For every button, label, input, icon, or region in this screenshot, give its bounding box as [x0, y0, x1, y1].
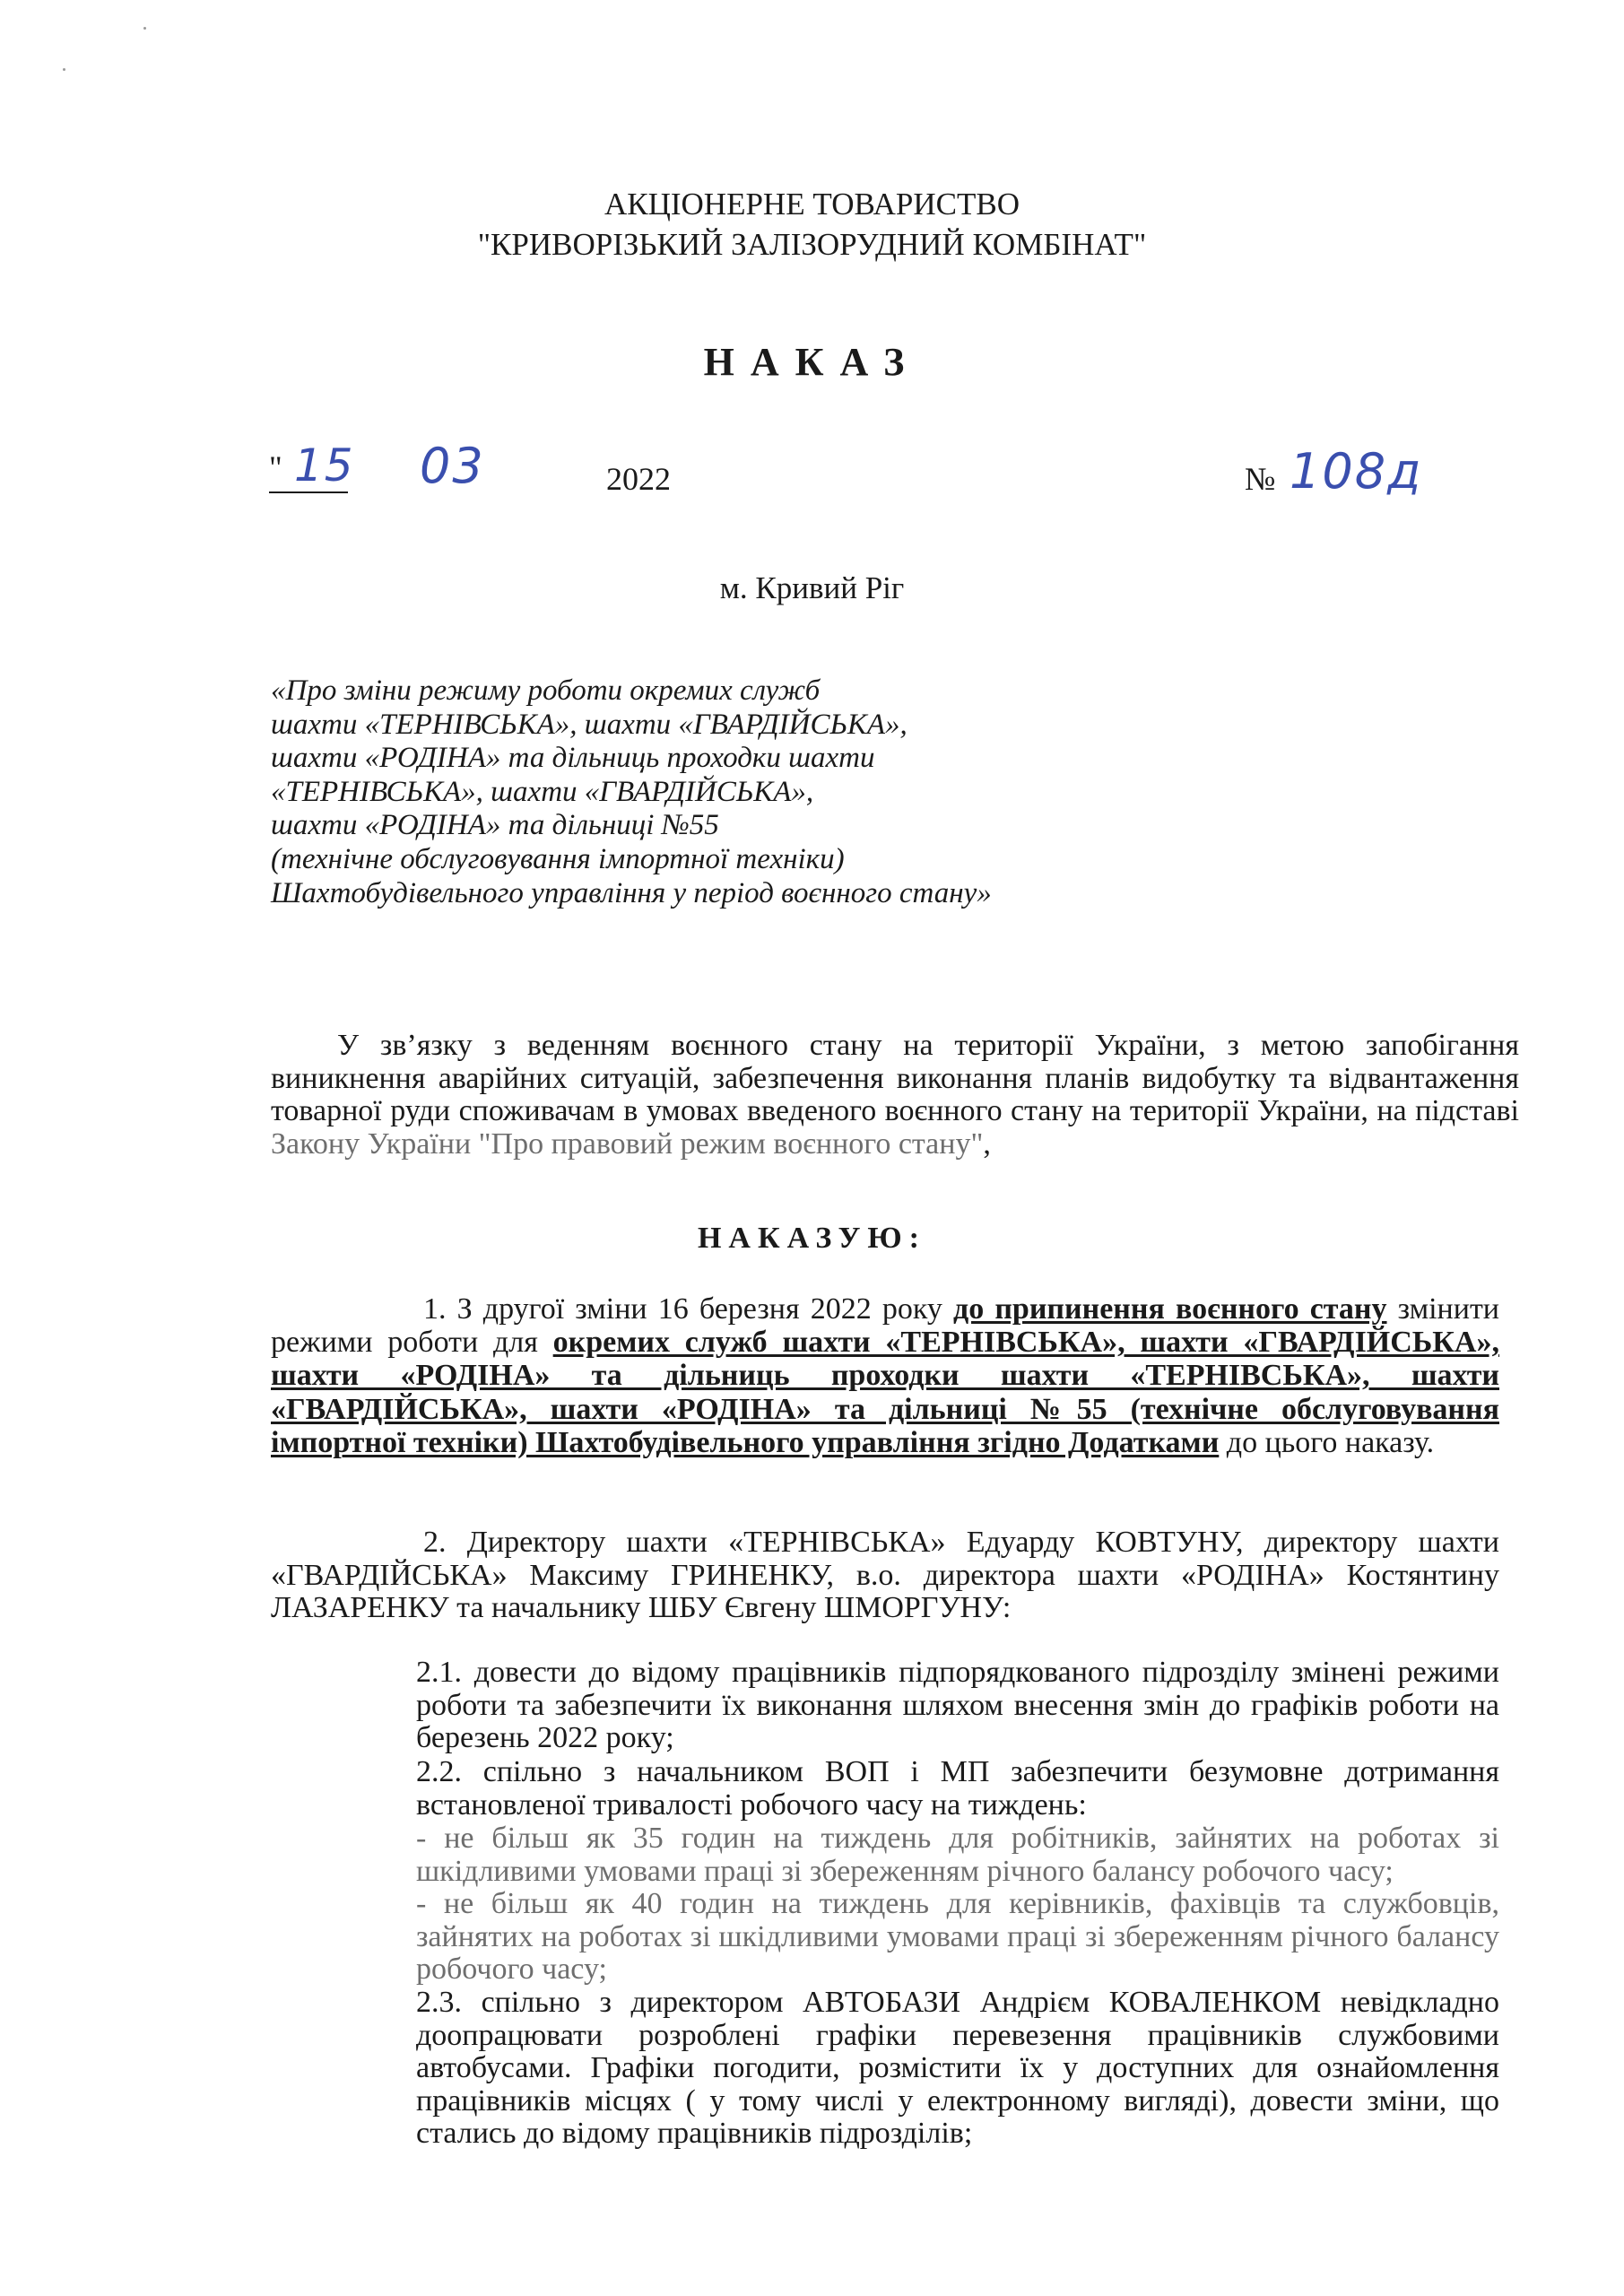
item-1-tail: до цього наказу.	[1219, 1425, 1435, 1459]
org-name-line1: АКЦІОНЕРНЕ ТОВАРИСТВО	[604, 187, 1020, 222]
item-2-1: 2.1. довести до відому працівників підпорядкованого підрозділу змінені режими роботи та забезпечити їх виконання шляхом внесення змін до графіків роботи на березень 2022 року;	[416, 1656, 1499, 1755]
scan-speck	[63, 68, 65, 71]
date-year: 2022	[606, 461, 671, 497]
subject-line: шахти «ТЕРНІВСЬКА», шахти «ГВАРДІЙСЬКА»,	[271, 708, 908, 741]
item-1-lead: 1. З другої зміни 16 березня 2022 року	[423, 1292, 954, 1326]
scan-speck	[143, 27, 146, 30]
item-2: 2. Директору шахти «ТЕРНІВСЬКА» Едуарду КОВТУНУ, директору шахти «ГВАРДІЙСЬКА» Максиму ГРИНЕНКУ, в.о. директора шахти «РОДІНА» Костянтину ЛАЗАРЕНКУ та начальнику ШБУ Євгену ШМОРГУНУ:	[271, 1526, 1499, 1625]
date-day-underline	[269, 491, 348, 493]
item-1-duration: до припинення воєнного стану	[953, 1292, 1387, 1326]
preamble-tail: ,	[983, 1126, 991, 1161]
date-day-handwritten: 15	[294, 439, 355, 491]
subject-line: (технічне обслуговування імпортної техніки)	[271, 842, 845, 875]
item-2-2: 2.2. спільно з начальником ВОП і МП забезпечити безумовне дотримання встановленої тривалості робочого часу на тиждень:	[416, 1755, 1499, 1822]
subject-line: Шахтобудівельного управління у період воєнного стану»	[271, 876, 992, 909]
city: м. Кривий Ріг	[719, 570, 905, 605]
subject-line: «ТЕРНІВСЬКА», шахти «ГВАРДІЙСЬКА»,	[271, 775, 814, 808]
item-1	[271, 1292, 1499, 1459]
date-month-handwritten: 03	[420, 438, 485, 494]
number-prefix: №	[1245, 461, 1276, 497]
item-2-2-b: - не більш як 40 годин на тиждень для керівників, фахівців та службовців, зайнятих на роботах зі шкідливими умовами праці зі збереженням річного балансу робочого часу;	[416, 1887, 1499, 1987]
subject-line: шахти «РОДІНА» та дільниць проходки шахти	[271, 742, 875, 775]
number-handwritten: 108д	[1290, 443, 1423, 500]
subject-line: «Про зміни режиму роботи окремих служб	[271, 674, 821, 707]
preamble-paragraph	[271, 1030, 1519, 1161]
item-1-scope: окремих служб шахти «ТЕРНІВСЬКА», шахти «ГВАРДІЙСЬКА», шахти «РОДІНА» та дільниць проходки шахти «ТЕРНІВСЬКА», шахти «ГВАРДІЙСЬКА», шахти «РОДІНА» та дільниці №55 (технічне обслуговування імпортної техніки) Шахтобудівельного управління згідно Додатками	[271, 1326, 1499, 1459]
item-1-mid: змінити режими роботи для	[271, 1292, 1499, 1360]
document-title: НАКАЗ	[703, 340, 921, 384]
item-2-2-a: - не більш як 35 годин на тиждень для робітників, зайнятих на роботах зі шкідливими умовами праці зі збереженням річного балансу робочого часу;	[416, 1822, 1499, 1888]
law-reference: Закону України "Про правовий режим воєнного стану"	[271, 1126, 984, 1161]
order-heading: НАКАЗУЮ:	[697, 1222, 927, 1255]
date-open-quote: "	[269, 449, 282, 485]
item-2-3: 2.3. спільно з директором АВТОБАЗИ Андрієм КОВАЛЕНКОМ невідкладно доопрацювати розроблені графіки перевезення працівників службовими автобусами. Графіки погодити, розмістити їх у доступних для ознайомлення працівників місцях ( у тому числі у електронному вигляді), довести зміни, що стались до відому працівників підрозділів;	[416, 1986, 1499, 2151]
subject-line: шахти «РОДІНА» та дільниці №55	[271, 809, 719, 842]
org-name-line2: "КРИВОРІЗЬКИЙ ЗАЛІЗОРУДНИЙ КОМБІНАТ"	[477, 227, 1147, 262]
preamble-text: У зв’язку з веденням воєнного стану на території України, з метою запобігання виникнення аварійних ситуацій, забезпечення виконання планів видобутку та відвантаження товарної руди споживачам в умовах введеного воєнного стану на території України, на підставі	[271, 1029, 1519, 1128]
order-subject	[271, 674, 1078, 910]
